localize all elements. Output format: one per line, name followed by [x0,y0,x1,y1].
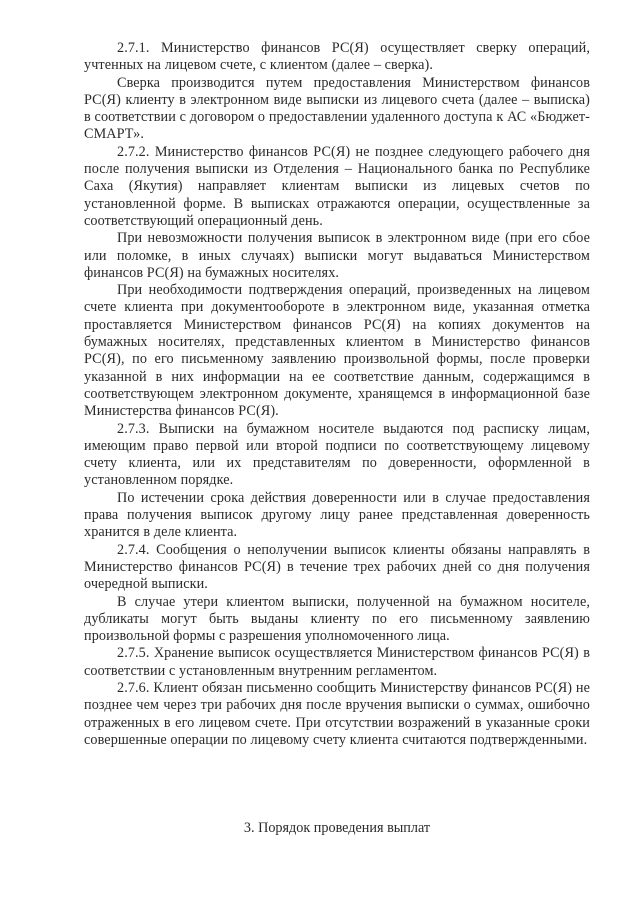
paragraph-2-7-6: 2.7.6. Клиент обязан письменно сообщить Министерству финансов РС(Я) не позднее чем через три рабочих дня после вручения выписки о суммах, ошибочно отраженных в его лицевом счете. При отсутствии возражений в указанные сроки совершенные операции по лицевому счету клиента считаются подтвержденными. [84,679,590,748]
paragraph-2-7-4: 2.7.4. Сообщения о неполучении выписок клиенты обязаны направлять в Министерство финансов РС(Я) в течение трех рабочих дней со дня получения очередной выписки. [84,541,590,593]
paragraph-paper-statements: При невозможности получения выписок в электронном виде (при его сбое или поломке, в иных случаях) выписки могут выдаваться Министерством финансов РС(Я) на бумажных носителях. [84,230,590,281]
paragraph-confirmation: При необходимости подтверждения операций, произведенных на лицевом счете клиента при документообороте в электронном виде, указанная отметка проставляется Министерством финансов РС(Я) на копиях документов на бумажных носителях, представленных клиентом в Министерство финансов РС(Я), по его письменному заявлению произвольной формы, после проверки указанной в них информации на ее соответствие данным, содержащимся в соответствующем электронном документе, хранящемся в информационной базе Министерства финансов РС(Я). [84,282,590,420]
paragraph-reconciliation: Сверка производится путем предоставления Министерством финансов РС(Я) клиенту в электронном виде выписки из лицевого счета (далее – выписка) в соответствии с договором о предоставлении удаленного доступа к АС «Бюджет-СМАРТ». [84,74,590,143]
section-heading: 3. Порядок проведения выплат [243,820,431,836]
paragraph-2-7-3: 2.7.3. Выписки на бумажном носителе выдаются под расписку лицам, имеющим право первой или второй подписи по соответствующему лицевому счету клиента, или их представителям по доверенности, оформленной в установленном порядке. [84,420,590,489]
paragraph-power-of-attorney: По истечении срока действия доверенности или в случае предоставления права получения выписок другому лицу ранее представленная доверенность хранится в деле клиента. [84,489,590,541]
paragraph-duplicates: В случае утери клиентом выписки, полученной на бумажном носителе, дубликаты могут быть выданы клиенту по его письменному заявлению произвольной формы с разрешения уполномоченного лица. [84,593,590,645]
paragraph-2-7-5: 2.7.5. Хранение выписок осуществляется Министерством финансов РС(Я) в соответствии с установленным внутренним регламентом. [84,645,590,679]
paragraph-2-7-2: 2.7.2. Министерство финансов РС(Я) не позднее следующего рабочего дня после получения выписки из Отделения – Национального банка по Республике Саха (Якутия) направляет клиентам выписки из лицевых счетов по установленной форме. В выписках отражаются операции, осуществленные за соответствующий операционный день. [84,143,590,229]
document-body [84,40,590,749]
paragraph-2-7-1: 2.7.1. Министерство финансов РС(Я) осуществляет сверку операций, учтенных на лицевом счете, с клиентом (далее – сверка). [84,40,590,74]
